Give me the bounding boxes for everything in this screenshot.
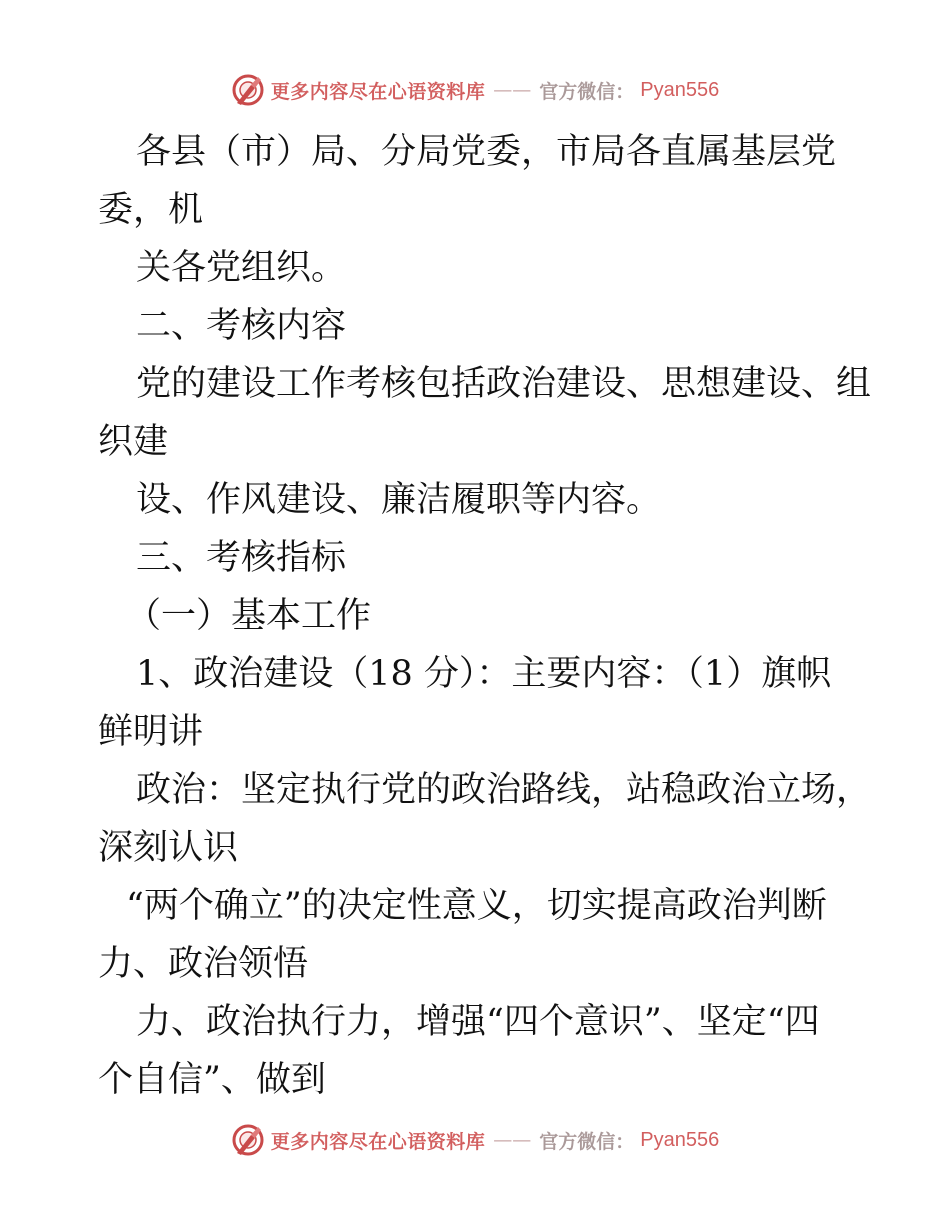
text-line: 个自信”、做到 — [98, 1060, 326, 1100]
header-wechat-label: 官方微信： — [539, 80, 635, 103]
text-line: 政治：坚定执行党的政治路线，站稳政治立场， — [136, 770, 872, 810]
text-line: 力、政治执行力，增强“四个意识”、坚定“四 — [136, 1002, 820, 1042]
text-line: 织建 — [98, 422, 169, 462]
footer-watermark — [0, 1120, 950, 1160]
document-body — [98, 123, 872, 1109]
text-line: 各县（市）局、分局党委，市局各直属基层党 — [136, 132, 837, 172]
section-heading: 三、考核指标 — [136, 538, 347, 578]
pen-logo-icon — [231, 73, 265, 107]
header-brand-text: 更多内容尽在心语资料库 — [270, 80, 486, 103]
text-line: 设、作风建设、廉洁履职等内容。 — [136, 480, 662, 520]
footer-brand-text: 更多内容尽在心语资料库 — [270, 1130, 486, 1153]
footer-separator: —— — [493, 1129, 532, 1151]
text-line: “两个确立”的决定性意义，切实提高政治判断 — [126, 886, 827, 926]
footer-wechat-id: Pyan556 — [640, 1128, 720, 1151]
section-heading: 二、考核内容 — [136, 306, 347, 346]
text-line: 1、政治建设（18 分）：主要内容：（1）旗帜 — [136, 654, 832, 694]
text-line: 关各党组织。 — [136, 248, 347, 288]
text-line: 力、政治领悟 — [98, 944, 309, 984]
header-separator: —— — [493, 79, 532, 101]
header-watermark — [0, 70, 950, 110]
footer-wechat-label: 官方微信： — [539, 1130, 635, 1153]
text-line: 委，机 — [98, 190, 204, 230]
text-line: 党的建设工作考核包括政治建设、思想建设、组 — [136, 364, 872, 404]
subsection-heading: （一）基本工作 — [126, 596, 372, 636]
pen-logo-icon — [231, 1123, 265, 1157]
text-line: 鲜明讲 — [98, 712, 204, 752]
text-line: 深刻认识 — [98, 828, 239, 868]
header-wechat-id: Pyan556 — [640, 78, 720, 101]
